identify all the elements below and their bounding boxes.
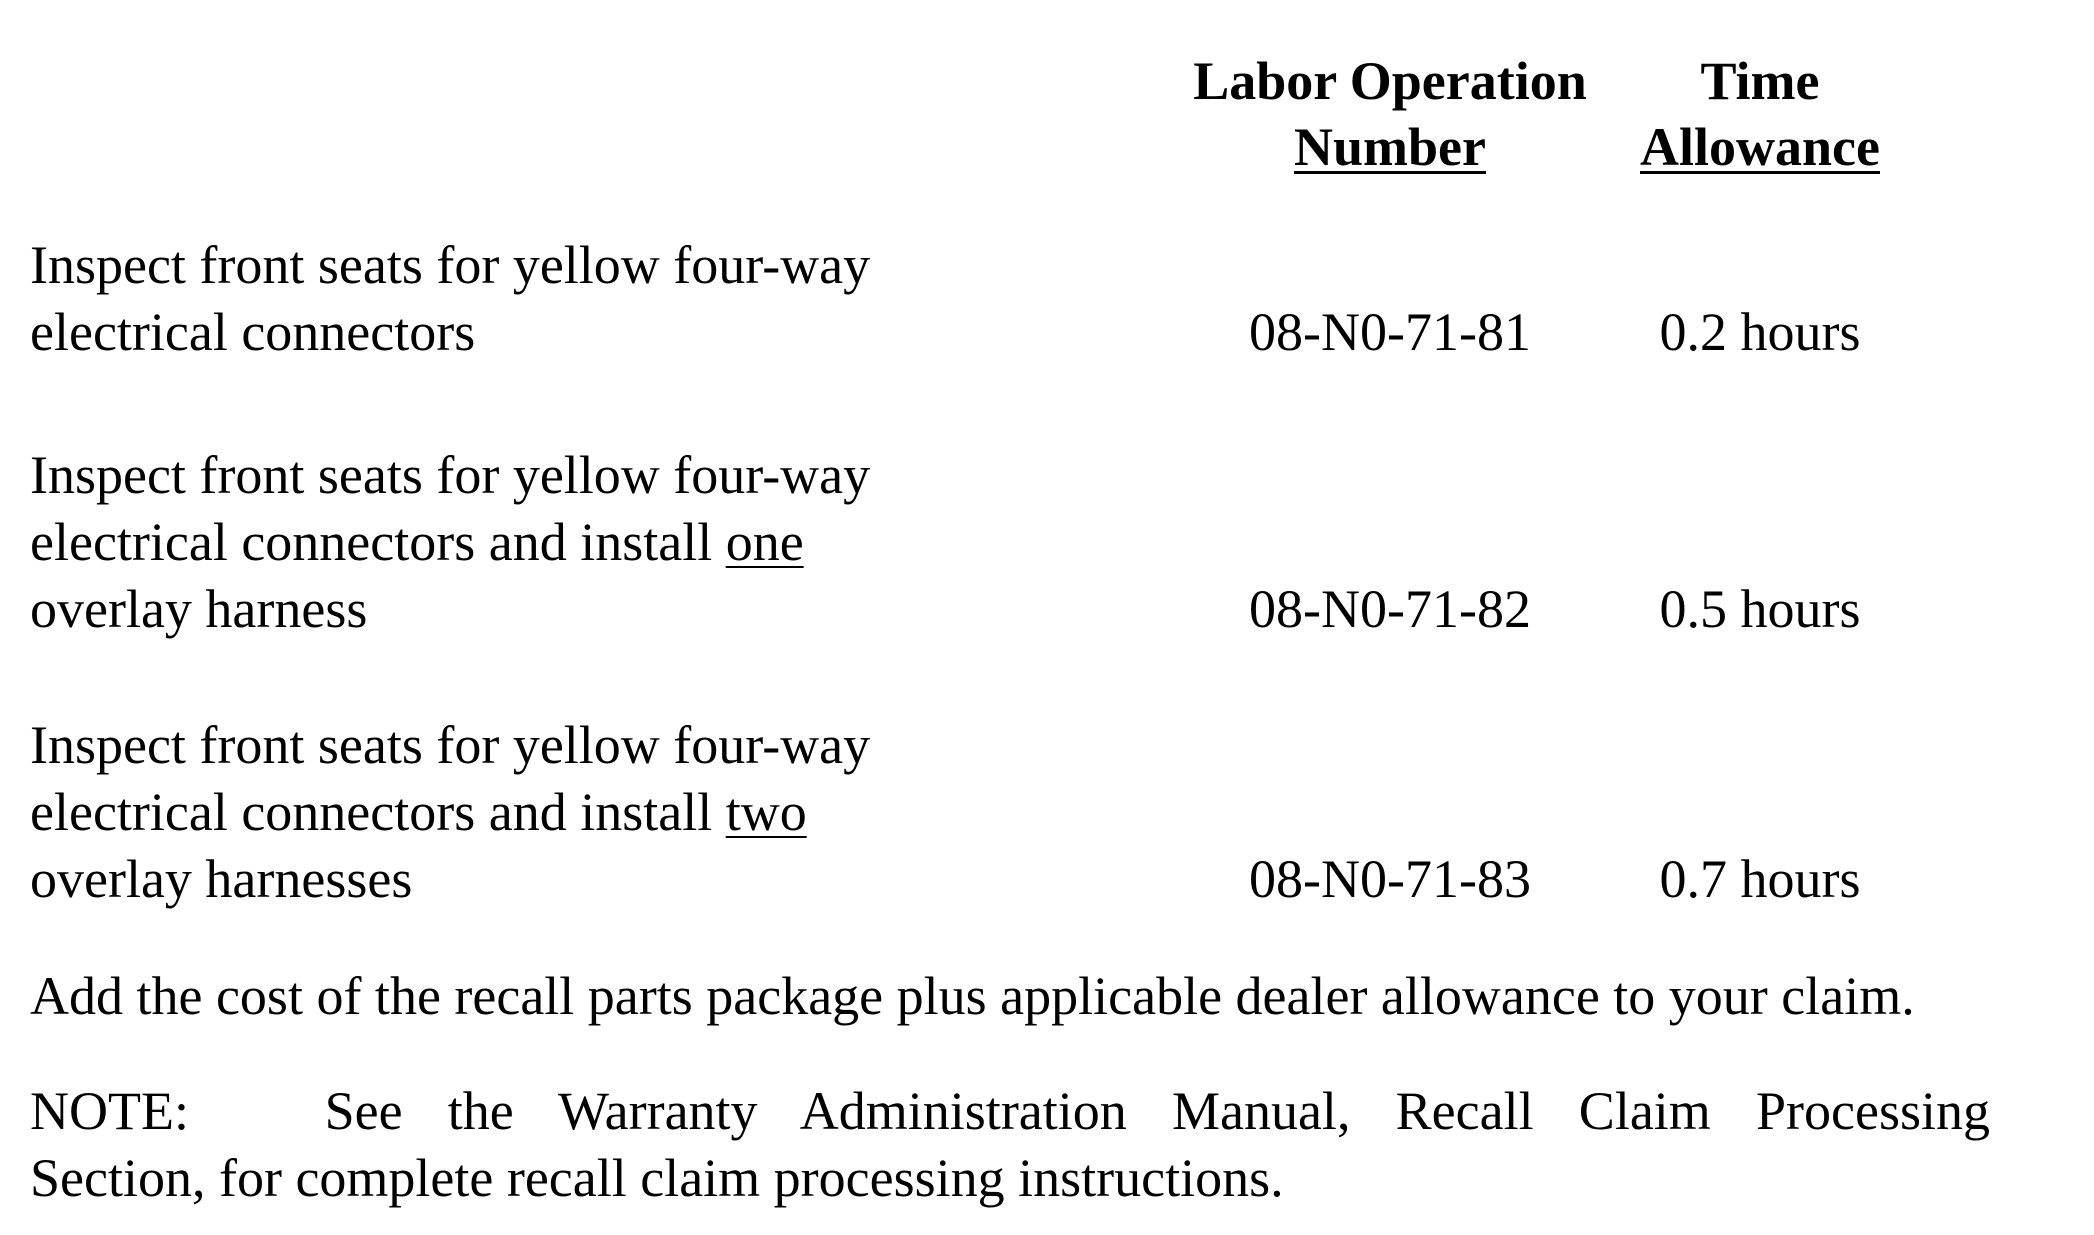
note-line1: NOTE: See the Warranty Administration Manual, Recall Claim Processing [30,1081,1990,1141]
row-2-desc-line2-text: electrical connectors and install [30,512,726,572]
row-3-desc-line3: overlay harnesses [30,849,413,909]
row-3-desc-line2-text: electrical connectors and install [30,782,726,842]
row-3-desc-line1: Inspect front seats for yellow four-way [30,715,871,775]
row-2-desc-line1: Inspect front seats for yellow four-way [30,445,871,505]
note-line2: Section, for complete recall claim processing instructions. [30,1148,1284,1208]
labor-operation-header [1150,48,1630,180]
labor-header-line1: Labor Operation [1193,51,1587,111]
row-1-time-allowance: 0.2 hours [1659,302,1861,362]
note-paragraph [30,1078,1990,1212]
row-3-description [30,712,1130,913]
row-2-labor-code: 08-N0-71-82 [1249,579,1531,639]
row-3-labor-code: 08-N0-71-83 [1249,849,1531,909]
row-2-desc-emphasis: one [725,512,804,572]
row-3-desc-line2 [30,779,1130,846]
row-2-time-allowance: 0.5 hours [1659,579,1861,639]
row-1-desc-line1: Inspect front seats for yellow four-way [30,235,871,295]
time-header-line2: Allowance [1640,117,1880,177]
row-2-description [30,442,1130,643]
row-1-description [30,232,1130,366]
add-cost-paragraph: Add the cost of the recall parts package plus applicable dealer allowance to your claim. [30,966,1915,1026]
row-2-desc-line3: overlay harness [30,579,368,639]
row-3-time-allowance: 0.7 hours [1659,849,1861,909]
time-header-line1: Time [1700,51,1820,111]
row-1-desc-line2: electrical connectors [30,302,476,362]
labor-header-line2: Number [1294,117,1486,177]
row-1-labor-code: 08-N0-71-81 [1249,302,1531,362]
row-2-desc-line2 [30,509,1130,576]
row-3-desc-emphasis: two [725,782,807,842]
time-allowance-header [1600,48,1920,180]
